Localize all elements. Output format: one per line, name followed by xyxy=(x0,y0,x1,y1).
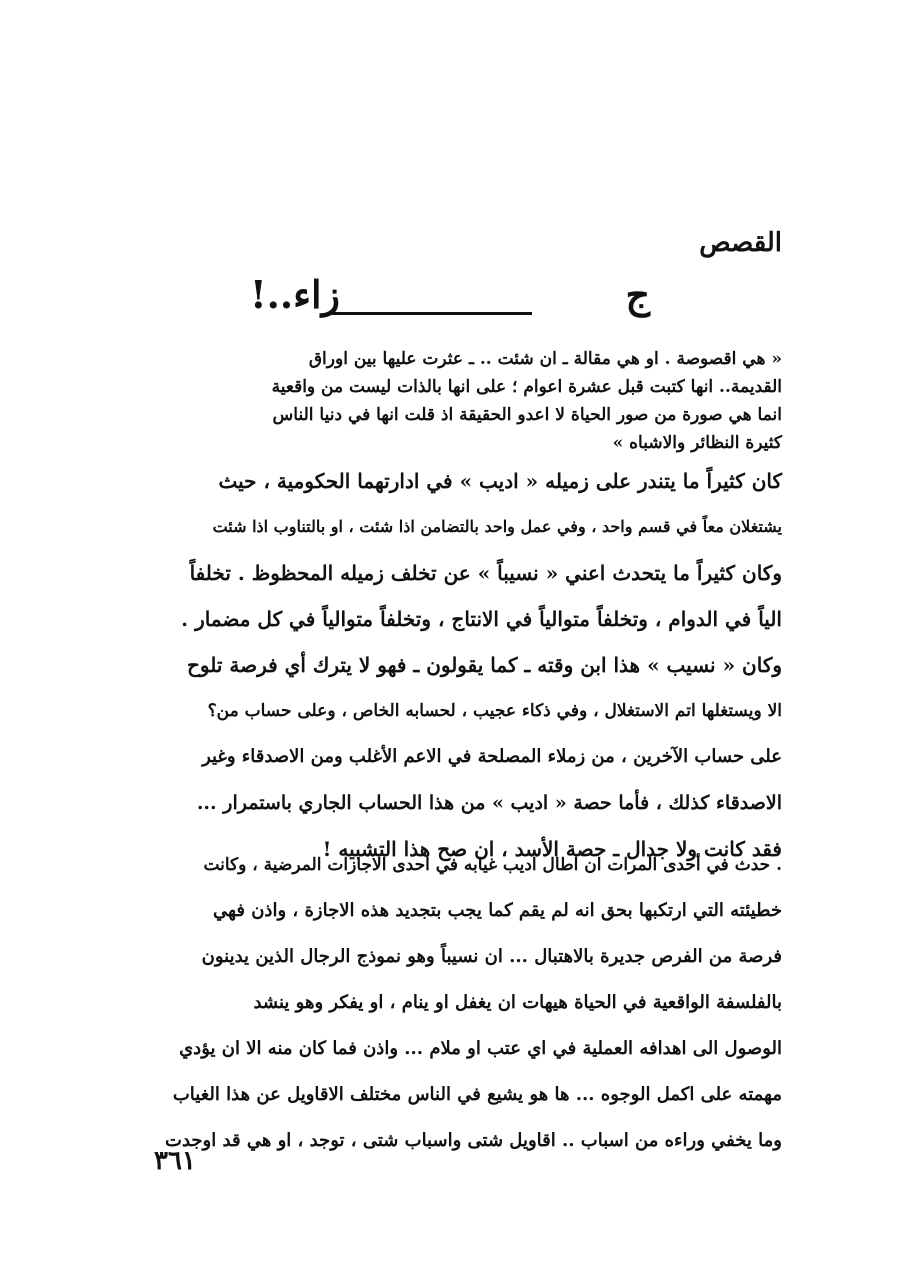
title-end: ..! xyxy=(250,272,294,317)
body-section-2 xyxy=(122,842,782,1164)
title-main-group xyxy=(250,272,340,317)
page-number: ٣٦١ xyxy=(154,1146,196,1176)
body-line: وكان كثيراً ما يتحدث اعني « نسيباً » عن تخلف زميله المحظوظ . تخلفاً xyxy=(189,561,782,585)
epigraph-line: انما هي صورة من صور الحياة لا اعدو الحقيقة اذ قلت انها في دنيا الناس xyxy=(272,405,782,425)
section-label: القصص xyxy=(699,228,782,258)
body-line: بالفلسفة الواقعية في الحياة هيهات ان يغفل او ينام ، او يفكر وهو ينشد xyxy=(253,992,782,1013)
body-line: الا ويستغلها اتم الاستغلال ، وفي ذكاء عجيب ، لحسابه الخاص ، وعلى حساب من؟ xyxy=(207,701,782,721)
title-main: زاء xyxy=(293,272,340,317)
body-line: يشتغلان معاً في قسم واحد ، وفي عمل واحد بالتضامن اذا شئت ، او بالتناوب اذا شئت xyxy=(212,517,782,536)
body-line: فقد كانت ولا جدال ـ حصة الأسد ، ان صح هذا التشبيه ! xyxy=(322,837,782,861)
body-line: الاصدقاء كذلك ، فأما حصة « اديب » من هذا الحساب الجاري باستمرار ... xyxy=(196,792,782,814)
story-title xyxy=(250,270,650,340)
epigraph-line: « هي اقصوصة . او هي مقالة ـ ان شئت .. ـ عثرت عليها بين اوراق xyxy=(308,349,782,369)
body-line: الياً في الدوام ، وتخلفاً متوالياً في الانتاج ، وتخلفاً متوالياً في كل مضمار . xyxy=(181,607,782,631)
epigraph xyxy=(132,345,782,457)
body-line: الوصول الى اهدافه العملية في اي عتب او ملام ... واذن فما كان منه الا ان يؤدي xyxy=(179,1038,782,1059)
title-kashida xyxy=(332,312,532,315)
epigraph-line: كثيرة النظائر والاشباه » xyxy=(612,433,782,453)
epigraph-line: القديمة.. انها كتبت قبل عشرة اعوام ؛ على انها بالذات ليست من واقعية xyxy=(271,377,782,397)
body-line: على حساب الآخرين ، من زملاء المصلحة في الاعم الأغلب ومن الاصدقاء وغير xyxy=(202,746,782,767)
body-line: كان كثيراً ما يتندر على زميله « اديب » في ادارتهما الحكومية ، حيث xyxy=(218,469,782,493)
body-line: وما يخفي وراءه من اسباب .. اقاويل شتى واسباب شتى ، توجد ، او هي قد اوجدت xyxy=(165,1130,782,1151)
body-section-1 xyxy=(122,458,782,872)
body-line: وكان « نسيب » هذا ابن وقته ـ كما يقولون ـ فهو لا يترك أي فرصة تلوح xyxy=(187,653,782,677)
title-start: ج xyxy=(625,272,650,317)
body-line: فرصة من الفرص جديرة بالاهتبال ... ان نسيباً وهو نموذج الرجال الذين يدينون xyxy=(201,946,782,967)
body-line: خطيئته التي ارتكبها بحق انه لم يقم كما يجب بتجديد هذه الاجازة ، واذن فهي xyxy=(213,900,782,921)
body-line: مهمته على اكمل الوجوه ... ها هو يشيع في الناس مختلف الاقاويل عن هذا الغياب xyxy=(172,1084,782,1105)
body-line: . حدث في أحدى المرات ان اطال اديب غيابه في احدى الاجازات المرضية ، وكانت xyxy=(203,855,782,875)
